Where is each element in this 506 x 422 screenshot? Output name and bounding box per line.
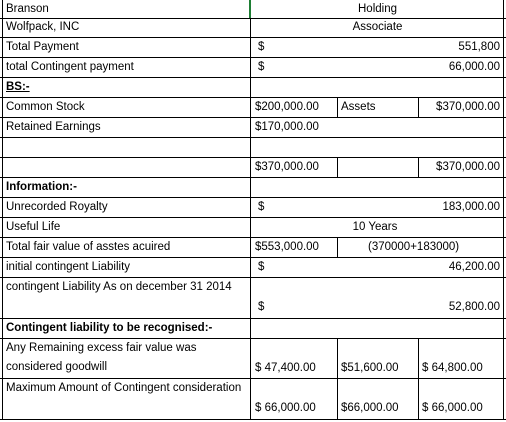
maximum-label: Maximum Amount of Contingent consideration: [6, 382, 242, 394]
retained-earnings-label: Retained Earnings: [6, 121, 101, 133]
bs-total-left: $370,000.00: [255, 161, 319, 173]
useful-life-label: Useful Life: [6, 221, 61, 233]
total-payment-label: Total Payment: [6, 41, 79, 53]
liability-dec-value: 52,800.00: [448, 301, 500, 313]
royalty-symbol: $: [258, 201, 265, 213]
fair-value-amount: $553,000.00: [255, 241, 319, 253]
initial-liability-value: 46,200.00: [448, 261, 500, 273]
excess-label: Any Remaining excess fair value was considered goodwill: [6, 342, 197, 373]
information-heading: Information:-: [6, 181, 77, 193]
royalty-value: 183,000.00: [442, 201, 500, 213]
maximum-value-3: $ 66,000.00: [422, 402, 483, 414]
assets-label: Assets: [341, 101, 376, 113]
recognised-heading: Contingent liability to be recognised:-: [6, 322, 213, 334]
maximum-value-1: $ 66,000.00: [255, 402, 316, 414]
royalty-label: Unrecorded Royalty: [6, 201, 108, 213]
header-company-2: Wolfpack, INC: [6, 21, 80, 33]
total-payment-symbol: $: [258, 41, 265, 53]
fair-value-note: (370000+183000): [368, 241, 460, 253]
bs-total-right: $370,000.00: [436, 161, 500, 173]
header-company-1: Branson: [6, 3, 49, 15]
common-stock-label: Common Stock: [6, 101, 85, 113]
total-contingent-value: 66,000.00: [448, 61, 500, 73]
excess-value-2: $51,600.00: [341, 362, 399, 374]
header-holding: Holding: [358, 3, 397, 15]
assets-value: $370,000.00: [436, 101, 500, 113]
initial-liability-symbol: $: [258, 261, 265, 273]
total-payment-value: 551,800: [458, 41, 500, 53]
header-associate: Associate: [352, 21, 403, 33]
initial-liability-label: initial contingent Liability: [6, 261, 131, 273]
useful-life-value: 10 Years: [352, 221, 398, 233]
liability-dec-symbol: $: [258, 301, 265, 313]
retained-earnings-amount: $170,000.00: [255, 121, 319, 133]
liability-dec-label: contingent Liability As on december 31 2014: [6, 281, 232, 293]
fair-value-label: Total fair value of asstes acuired: [6, 241, 171, 253]
bs-heading: BS:-: [6, 81, 30, 93]
excess-value-3: $ 64,800.00: [422, 362, 483, 374]
excess-value-1: $ 47,400.00: [255, 362, 316, 374]
total-contingent-label: total Contingent payment: [6, 61, 134, 73]
common-stock-amount: $200,000.00: [255, 101, 319, 113]
maximum-value-2: $66,000.00: [341, 402, 399, 414]
total-contingent-symbol: $: [258, 61, 265, 73]
